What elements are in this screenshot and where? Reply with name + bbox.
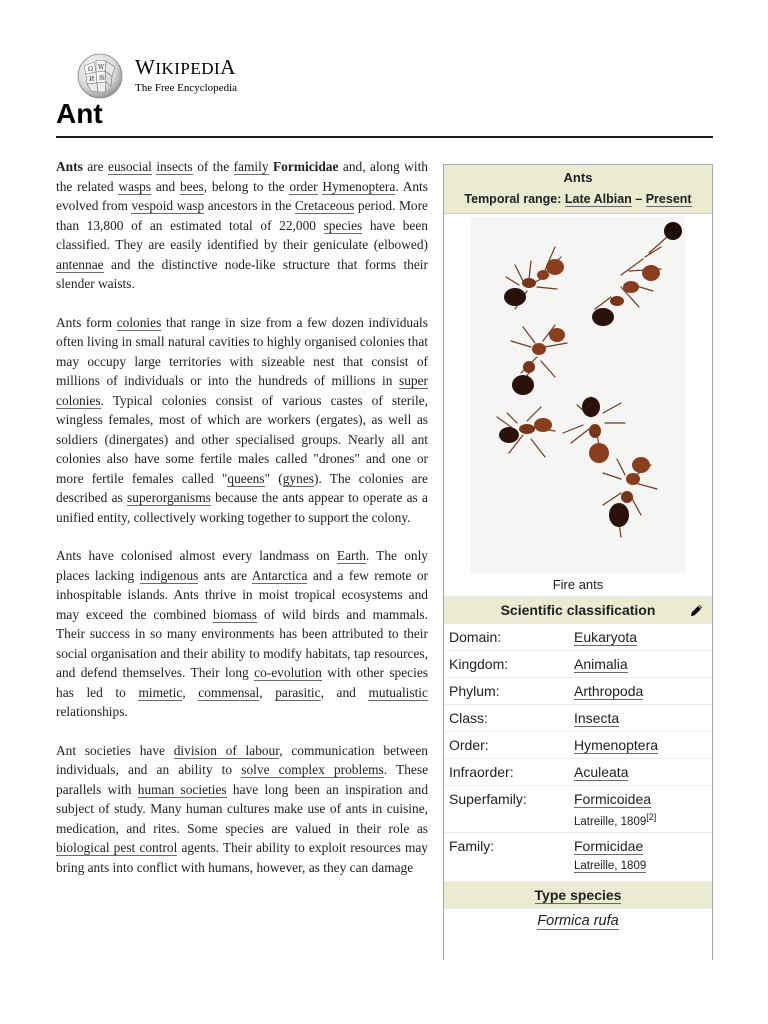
text: ants are (198, 567, 252, 583)
site-wordmark[interactable] (135, 56, 237, 95)
taxon-row-domain (444, 624, 712, 651)
text: Ant societies have (56, 742, 174, 758)
taxon-value[interactable]: Hymenoptera (574, 737, 659, 753)
link-division-of-labour[interactable]: division of labour (173, 742, 280, 758)
taxon-value[interactable]: Eukaryota (574, 629, 638, 645)
link-commensal[interactable]: commensal (198, 684, 260, 700)
link-species[interactable]: species (323, 217, 363, 233)
text: that range in size from a few dozen individuals often living in small natural cavities to highly organised colonies that may occupy large territories with sizeable nest that consist of millions of individuals or into the hundreds of millions in (56, 314, 428, 388)
text: of the (192, 159, 234, 174)
link-bees[interactable]: bees (179, 178, 204, 194)
text: with other species has led to (56, 665, 428, 700)
taxon-value[interactable]: Animalia (574, 656, 628, 672)
link-human-societies[interactable]: human societies (137, 781, 227, 797)
link-mimetic[interactable]: mimetic (138, 684, 183, 700)
link-scientific-classification[interactable]: Scientific classification (500, 602, 656, 618)
text: are (82, 159, 109, 174)
link-gynes[interactable]: gynes (282, 470, 314, 486)
infobox-title: Ants (563, 170, 593, 185)
taxon-row-order (444, 732, 712, 759)
text: and (151, 178, 180, 194)
bold-formicidae: Formicidae (273, 159, 339, 174)
text: and the distinctive node-like structure that forms their slender waists. (56, 256, 428, 291)
article-body (56, 157, 428, 896)
svg-text:И: И (89, 76, 95, 83)
taxon-value[interactable]: Insecta (574, 710, 620, 726)
paragraph-2 (56, 313, 428, 528)
text: Ants form (56, 314, 117, 330)
text: of wild birds and mammals. Their success in so many environments has been attributed to their social organisation and their ability to modify habitats, tap resources, and defend themselves. Their long (56, 606, 428, 680)
infobox-image[interactable] (444, 214, 712, 574)
fire-ants-photo (471, 217, 685, 573)
taxon-row-infraorder (444, 759, 712, 786)
taxon-authority (574, 812, 656, 828)
link-superorganisms[interactable]: superorganisms (127, 490, 211, 505)
link-antarctica[interactable]: Antarctica (251, 567, 308, 583)
taxon-value[interactable]: Formicidae (574, 838, 644, 854)
text: have been classified. They are easily identified by their geniculate (elbowed) (56, 217, 428, 252)
temporal-range-label: Temporal range: (464, 192, 565, 206)
text: have long been an inspiration and subject of study. Many human cultures make use of ants in cuisine, medication, and rites. Some species are valued in their role as (56, 781, 429, 836)
infobox-header (444, 165, 712, 214)
text: agents. Their ability to exploit resources may bring ants into conflict with humans, however, as they can damage (56, 840, 429, 875)
taxon-value[interactable]: Arthropoda (574, 683, 644, 699)
site-name-text: IKIPEDI (155, 59, 221, 78)
site-tagline: The Free Encyclopedia (135, 82, 238, 94)
authority-text: Latreille, 1809 (574, 815, 647, 828)
link-family[interactable]: family (233, 159, 269, 174)
wikipedia-globe-icon[interactable] (74, 52, 126, 100)
taxon-label: Phylum: (449, 683, 500, 699)
link-indigenous[interactable]: indigenous (139, 567, 199, 583)
text: period. More than 13,800 of an estimated total of 22,000 (56, 198, 428, 233)
link-formica-rufa[interactable]: Formica rufa (537, 913, 619, 929)
type-species-heading (444, 882, 712, 909)
infobox (443, 164, 713, 960)
link-biological-pest-control[interactable]: biological pest control (56, 840, 178, 855)
text: ). The colonies are described as (56, 470, 428, 505)
link-antennae[interactable]: antennae (56, 256, 104, 272)
text: , communication between individuals, and an ability to (56, 742, 428, 777)
link-co-evolution[interactable]: co-evolution (254, 665, 322, 680)
text: . These parallels with (56, 762, 429, 797)
paragraph-3 (56, 546, 428, 722)
link-cretaceous[interactable]: Cretaceous (294, 198, 355, 213)
link-late-albian[interactable]: Late Albian (564, 192, 632, 206)
svg-text:W: W (98, 64, 105, 71)
link-vespoid-wasp[interactable]: vespoid wasp (131, 198, 205, 213)
link-earth[interactable]: Earth (336, 548, 366, 563)
taxon-row-phylum (444, 678, 712, 705)
title-divider (56, 136, 713, 138)
taxon-label: Family: (449, 838, 495, 854)
text: . The only places lacking (56, 548, 428, 583)
reference-link[interactable]: [2] (646, 812, 657, 822)
link-order[interactable]: order (289, 178, 318, 194)
temporal-range-separator: – (631, 192, 646, 206)
paragraph-4 (56, 741, 428, 878)
taxon-label: Infraorder: (449, 764, 514, 780)
text: and, along with the related (56, 159, 428, 194)
pencil-icon[interactable] (689, 603, 704, 618)
link-type-species[interactable]: Type species (534, 887, 622, 903)
link-mutualistic[interactable]: mutualistic (368, 684, 428, 700)
link-solve-complex-problems[interactable]: solve complex problems (241, 762, 384, 777)
link-parasitic[interactable]: parasitic (275, 684, 321, 700)
image-caption: Fire ants (444, 574, 712, 597)
page-title: Ant (56, 98, 103, 129)
taxon-label: Kingdom: (449, 656, 509, 672)
svg-text:Ω: Ω (88, 66, 93, 73)
taxon-row-superfamily (444, 786, 712, 833)
text: because the ants appear to operate as a unified entity, collectively working together to support the colony. (56, 490, 428, 525)
classification-heading (444, 597, 712, 624)
taxon-row-family (444, 833, 712, 882)
taxon-value[interactable]: Aculeata (574, 764, 629, 780)
link-wasps[interactable]: wasps (118, 178, 152, 194)
link-colonies[interactable]: colonies (116, 314, 162, 330)
taxon-label: Superfamily: (449, 791, 527, 807)
link-insects[interactable]: insects (156, 159, 193, 174)
taxon-row-kingdom (444, 651, 712, 678)
text: , and (320, 684, 369, 700)
paragraph-1 (56, 157, 428, 294)
taxon-row-class (444, 705, 712, 732)
site-name: WIKIPEDIA (135, 55, 236, 79)
text: and a few remote or inhospitable islands. Ants thrive in moist tropical ecosystems and may exceed the combined (56, 567, 428, 622)
link-queens[interactable]: queens (227, 470, 265, 486)
temporal-range (444, 190, 712, 208)
type-species-value (444, 909, 712, 933)
text: ancestors in the (204, 198, 295, 213)
taxon-value[interactable]: Formicoidea (574, 791, 652, 807)
link-present[interactable]: Present (645, 192, 692, 206)
taxon-label: Domain: (449, 629, 502, 645)
text: . Typical colonies consist of various castes of sterile, wingless females, most of which are workers (ergates), as well as soldiers (dinergates) and other specialised groups. Nearly all ant colonies also have some fertile males called "drones" and one or more fertile females called " (56, 392, 428, 486)
lead-term: Ants (56, 159, 83, 174)
link-eusocial[interactable]: eusocial (108, 159, 152, 174)
link-hymenoptera[interactable]: Hymenoptera (322, 178, 396, 194)
taxon-label: Class: (449, 710, 488, 726)
taxon-authority[interactable]: Latreille, 1809 (574, 860, 647, 872)
text: " ( (264, 470, 283, 486)
link-biomass[interactable]: biomass (213, 606, 257, 622)
text: . Ants evolved from (56, 178, 428, 213)
taxon-label: Order: (449, 737, 489, 753)
text: relationships. (56, 704, 128, 719)
text: , (182, 684, 199, 700)
text: , belong to the (203, 178, 290, 194)
text: , (259, 684, 276, 700)
text: Ants have colonised almost every landmass on (56, 548, 337, 563)
link-super-colonies[interactable]: super colonies (56, 373, 428, 408)
svg-text:維: 維 (99, 75, 106, 82)
